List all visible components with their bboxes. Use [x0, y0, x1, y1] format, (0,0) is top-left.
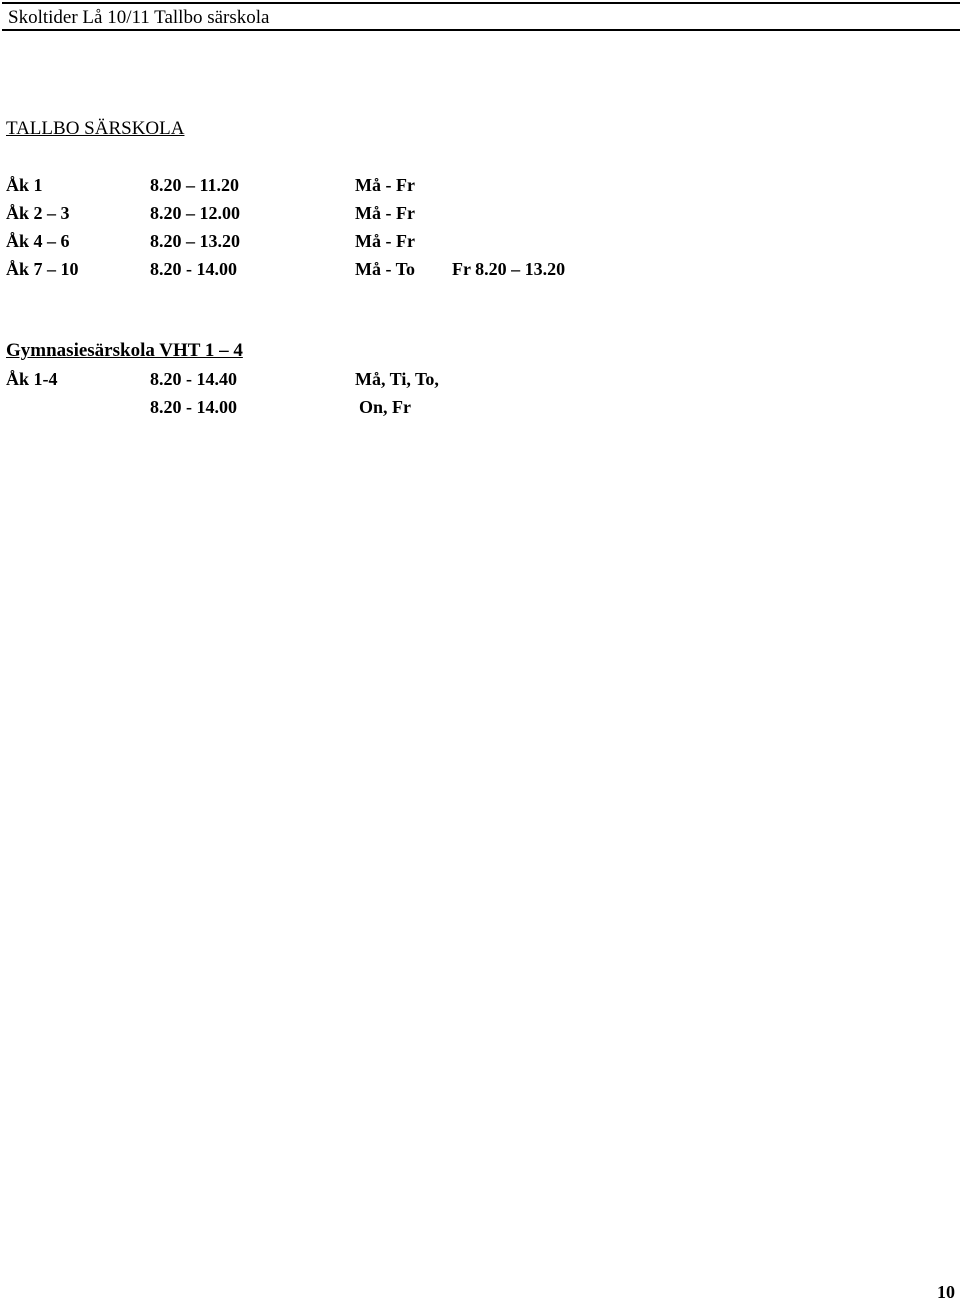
page-number: 10 — [937, 1282, 955, 1302]
weekdays: Må - To — [355, 259, 416, 279]
weekdays: On, Fr — [359, 397, 411, 417]
schedule-row-ak2-3 — [0, 201, 960, 225]
weekdays: Må, Ti, To, — [355, 369, 439, 389]
schedule-row-ak7-10 — [0, 257, 960, 281]
gymnasie-row-ak1-4 — [0, 367, 960, 391]
grade-label: Åk 1-4 — [6, 369, 58, 389]
grade-label: Åk 2 – 3 — [6, 203, 70, 223]
grade-label: Åk 7 – 10 — [6, 259, 79, 279]
header-title: Skoltider Lå 10/11 Tallbo särskola — [8, 7, 270, 28]
time-range: 8.20 – 12.00 — [150, 203, 240, 223]
friday-time: Fr 8.20 – 13.20 — [452, 259, 566, 279]
grade-label: Åk 4 – 6 — [6, 231, 70, 251]
time-range: 8.20 – 11.20 — [150, 175, 240, 195]
time-range: 8.20 – 13.20 — [150, 231, 240, 251]
grade-label: Åk 1 — [6, 175, 43, 195]
weekdays: Må - Fr — [355, 175, 415, 195]
document-header — [2, 2, 960, 31]
weekdays: Må - Fr — [355, 203, 415, 223]
tallbo-section-title: TALLBO SÄRSKOLA — [6, 118, 185, 139]
schedule-row-ak1 — [0, 173, 960, 197]
schedule-row-ak4-6 — [0, 229, 960, 253]
weekdays: Må - Fr — [355, 231, 415, 251]
time-range: 8.20 - 14.00 — [150, 259, 237, 279]
gymnasie-section-title: Gymnasiesärskola VHT 1 – 4 — [6, 340, 243, 361]
gymnasie-row-on-fr — [0, 395, 960, 419]
time-range: 8.20 - 14.40 — [150, 369, 237, 389]
time-range: 8.20 - 14.00 — [150, 397, 237, 417]
